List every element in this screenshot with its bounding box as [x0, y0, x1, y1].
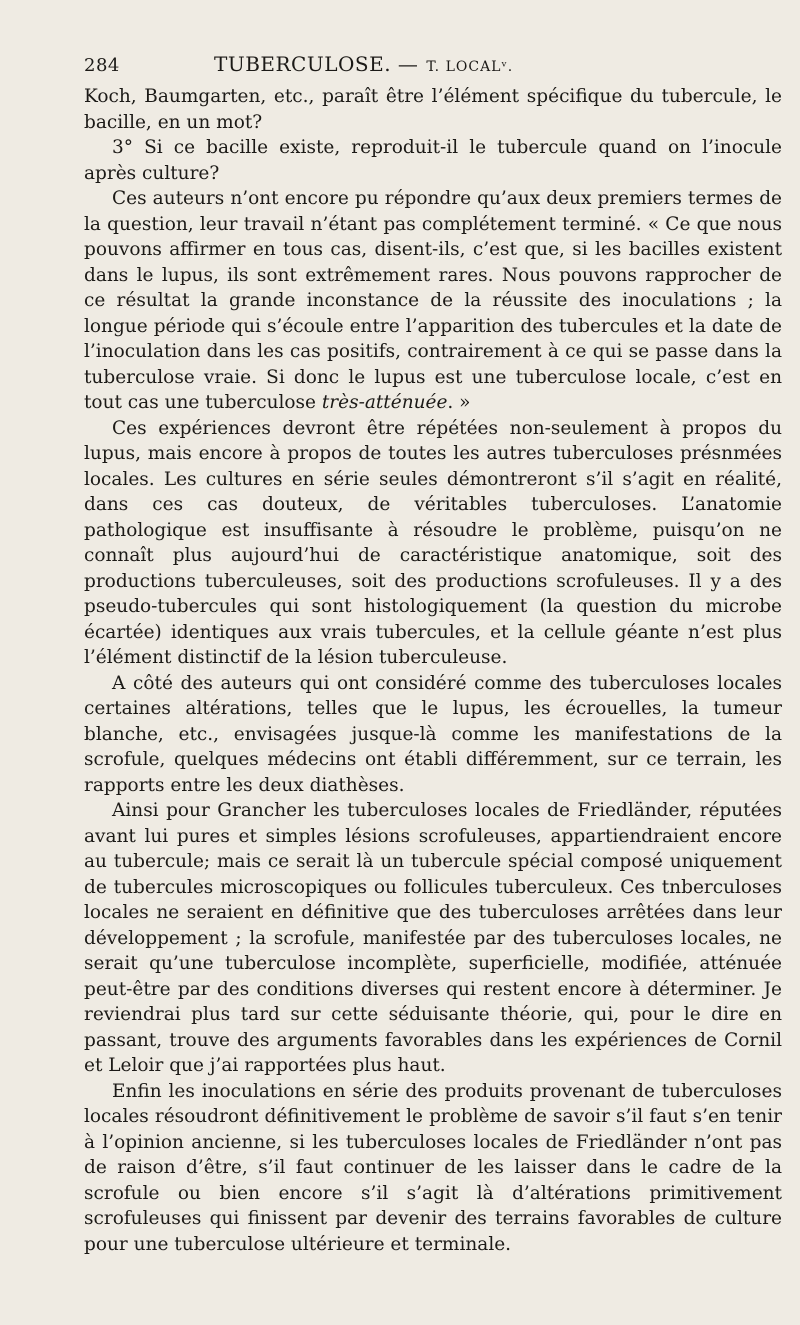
running-header [84, 52, 782, 82]
quote-text: Ces auteurs n’ont encore pu répondre qu’aux deux premiers termes de la question, leur travail n’étant pas complétement terminé. « Ce que nous pouvons affirmer en tous cas, disent-ils, c’est que, si les bacilles existent dans le lupus, ils sont extrêmement rares. Nous pouvons rapprocher de ce résultat la grande inconstance de la réussite des inoculations ; la longue période qui s’écoule entre l’apparition des tubercules et la date de l’inoculation dans les cas positifs, contrairement à ce qui se passe dans la tuberculose vraie. Si donc le lupus est une tuberculose locale, c’est en tout cas une tuberculose [84, 188, 782, 413]
paragraph-authors-response [84, 186, 782, 416]
paragraph-continuation: Koch, Baumgarten, etc., paraît être l’élément spécifique du tubercule, le bacille, en un mot? [84, 86, 782, 133]
quote-close: . » [447, 392, 471, 413]
paragraph-inoculations: Enfin les inoculations en série des produits provenant de tuberculoses locales résoudront définitivement le problème de savoir s’il faut s’en tenir à l’opinion ancienne, si les tuberculoses locales de Friedländer n’ont pas de raison d’être, s’il faut continuer de les laisser dans le cadre de la scrofule ou bien encore s’il s’agit là d’altérations primitivement scrofuleuses qui finissent par devenir des terrains favorables de culture pour une tuberculose ultérieure et terminale. [84, 1080, 782, 1255]
running-title: TUBERCULOSE. — [214, 52, 419, 76]
paragraph-question-3: 3° Si ce bacille existe, reproduit-il le tubercule quand on l’inocule après culture? [84, 137, 782, 184]
paragraph-grancher: Ainsi pour Grancher les tuberculoses locales de Friedländer, réputées avant lui pures et simples lésions scrofuleuses, appartiendraient encore au tubercule; mais ce serait là un tubercule spécial composé uniquement de tubercules microscopiques ou follicules tuberculeux. Ces tnberculoses locales ne seraient en définitive que des tuberculoses arrêtées dans leur développement ; la scrofule, manifestée par des tuberculoses locales, ne serait qu’une tuberculose incomplète, superficielle, modifiée, atténuée peut-être par des conditions diverses qui restent encore à déterminer. Je reviendrai plus tard sur cette séduisante théorie, qui, pour le dire en passant, trouve des arguments favorables dans les expériences de Cornil et Leloir que j’ai rapportées plus haut. [84, 800, 782, 1076]
paragraph-experiences: Ces expériences devront être répétées non-seulement à propos du lupus, mais encore à propos de toutes les autres tuberculoses présnmées locales. Les cultures en série seules démontreront s’il s’agit en réalité, dans ces cas douteux, de véritables tuberculoses. L’anatomie pathologique est insuffisante à résoudre le problème, puisqu’on ne connaît plus aujourd’hui de caractéristique anatomique, soit des productions tuberculeuses, soit des productions scrofuleuses. Il y a des pseudo-tubercules qui sont histologiquement (la question du microbe écartée) identiques aux vrais tubercules, et la cellule géante n’est plus l’élément distinctif de la lésion tuberculeuse. [84, 417, 782, 668]
paragraph-scrofule: A côté des auteurs qui ont considéré comme des tuberculoses locales certaines altérations, telles que le lupus, les écrouelles, la tumeur blanche, etc., envisagées jusque-là comme les manifestations de la scrofule, quelques médecins ont établi différemment, sur ce terrain, les rapports entre les deux diathèses. [84, 672, 782, 796]
page-number: 284 [84, 55, 120, 76]
body-text [84, 84, 782, 1257]
emphasis-tres-attenuee: très-atténuée [321, 392, 448, 413]
running-subtitle: T. LOCALᵛ. [426, 59, 514, 75]
